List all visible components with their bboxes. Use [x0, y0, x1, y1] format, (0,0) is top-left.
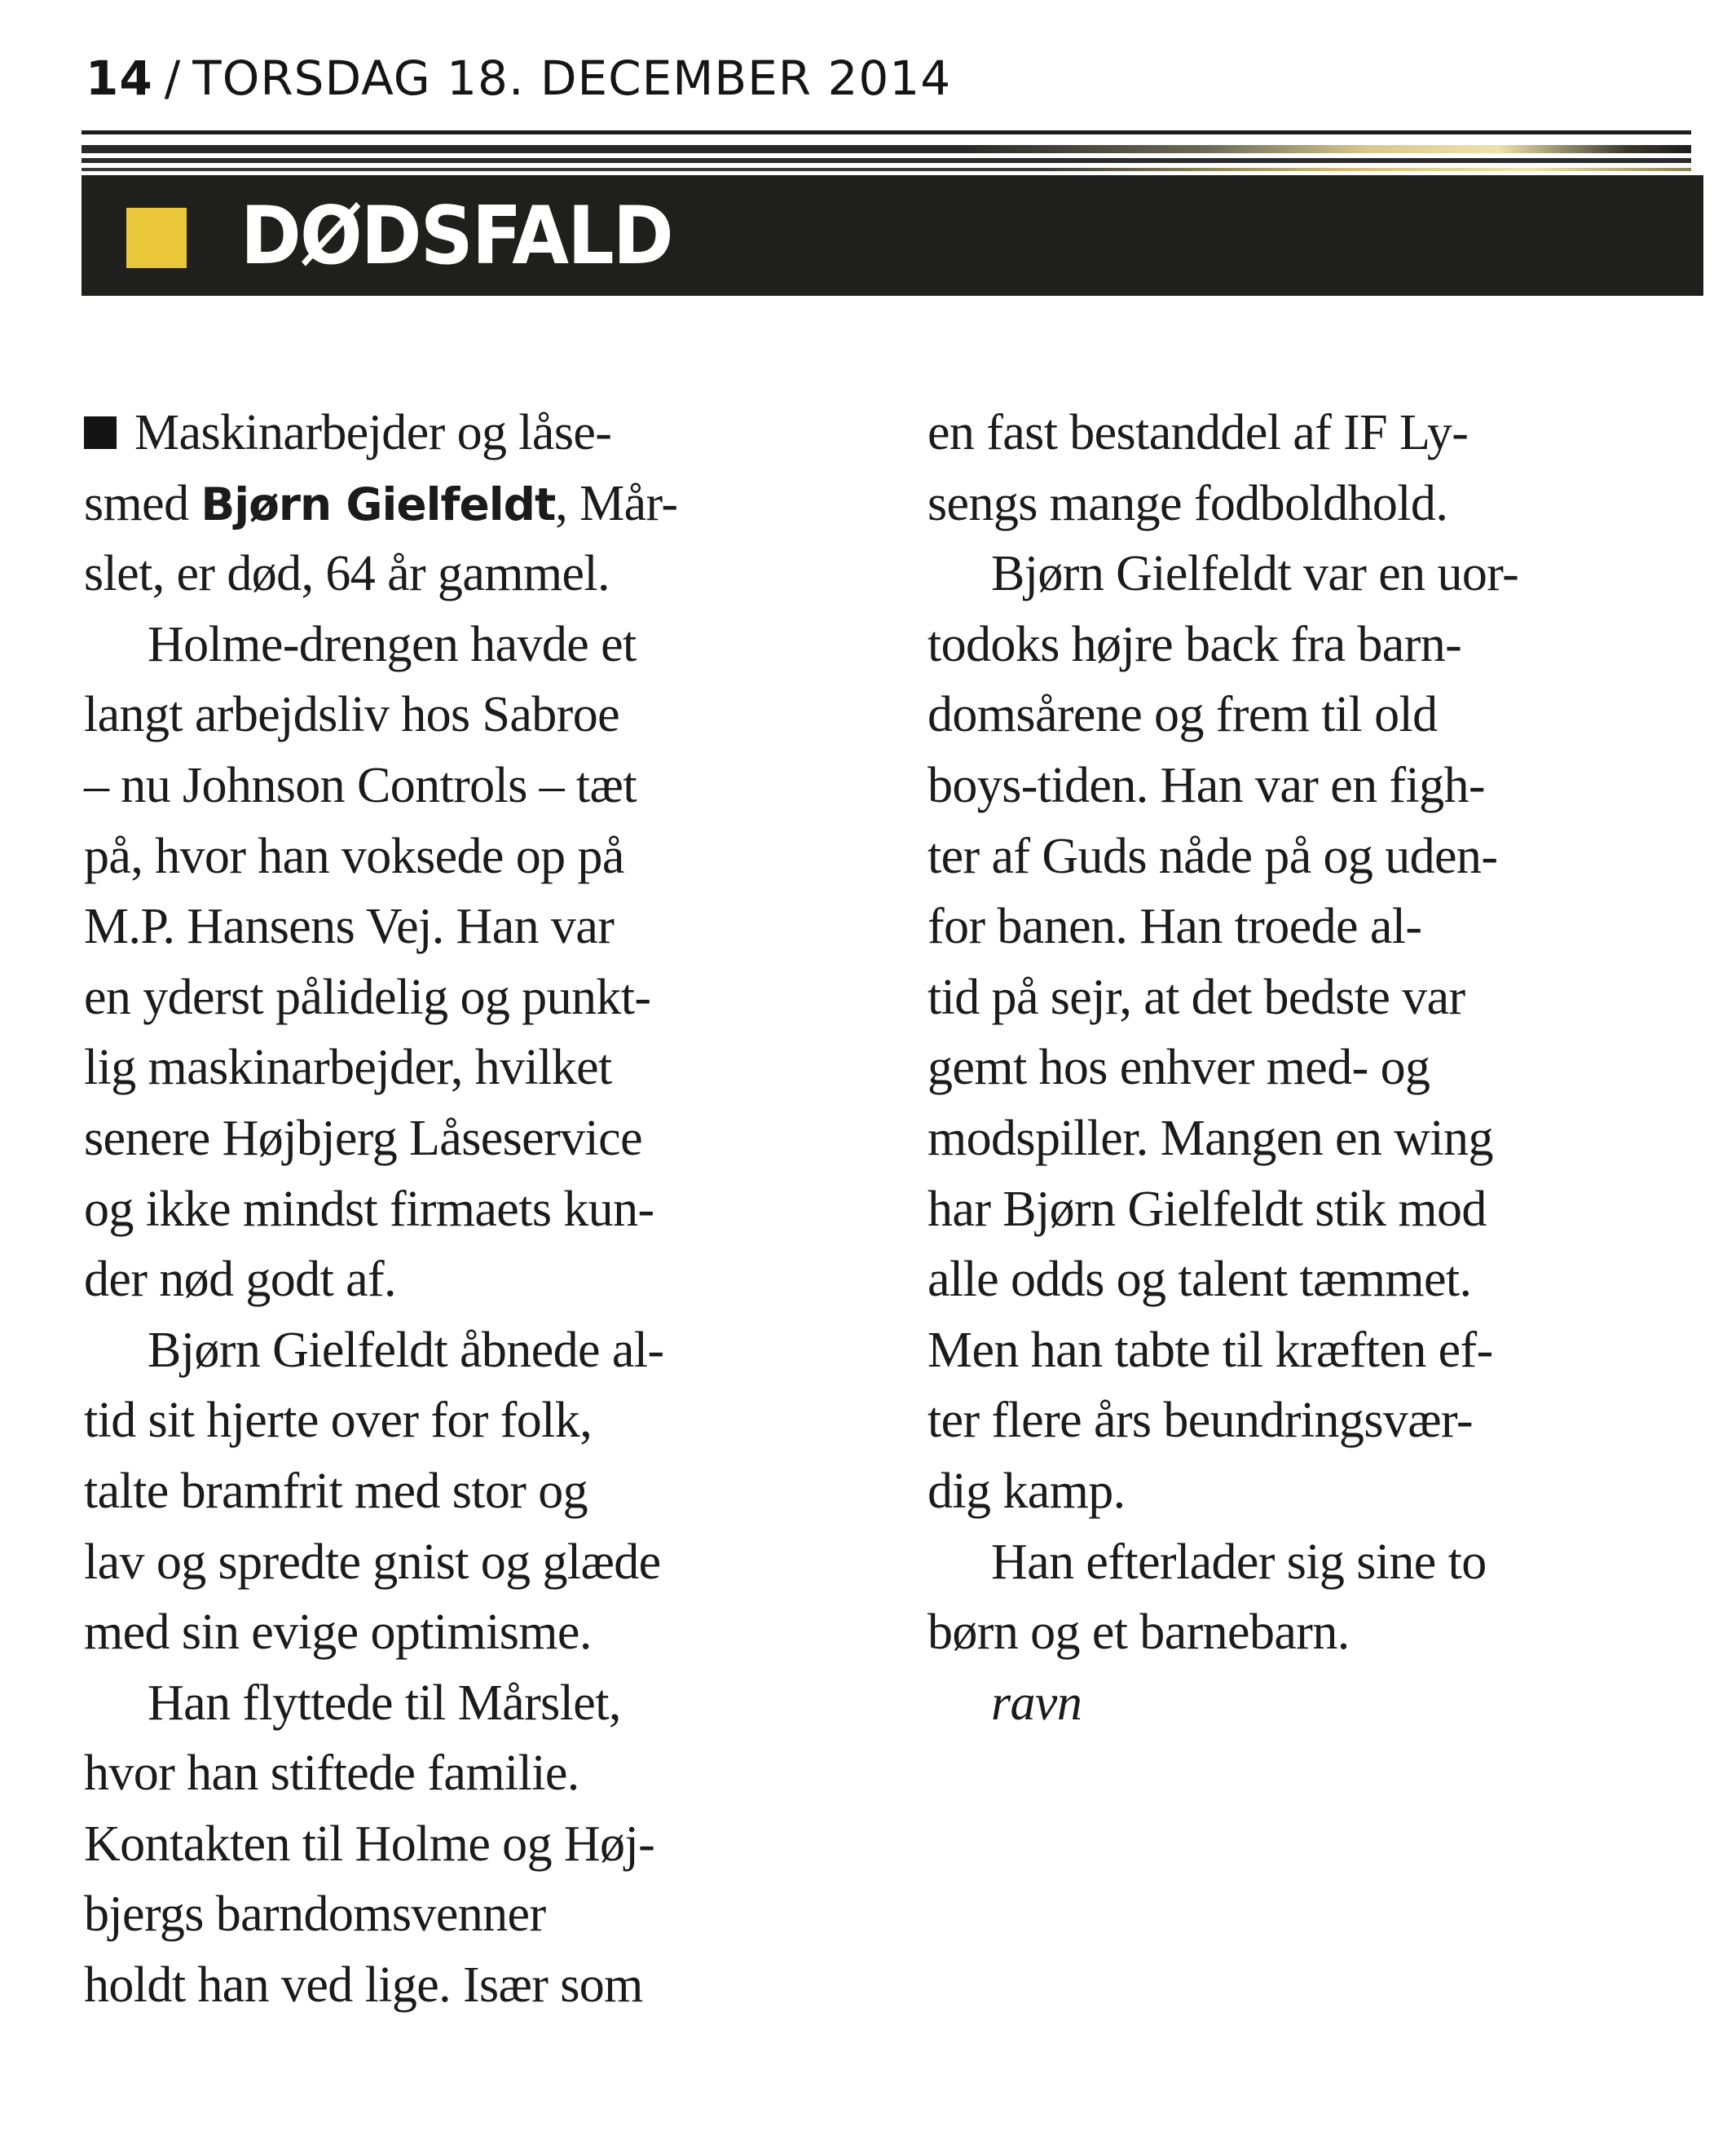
article-line: ter af Guds nåde på og uden- — [927, 828, 1498, 884]
article-line: Han efterlader sig sine to — [991, 1534, 1487, 1590]
bullet-square-icon — [84, 416, 117, 449]
article-line: Han flyttede til Mårslet, — [148, 1675, 621, 1731]
article-line: en fast bestanddel af IF Ly- — [927, 405, 1469, 460]
article-line: alle odds og talent tæmmet. — [927, 1252, 1472, 1308]
section-header-bar — [82, 175, 1703, 296]
article-line: modspiller. Mangen en wing — [927, 1110, 1493, 1166]
page-number: 14 — [86, 51, 153, 106]
article-line: sengs mange fodboldhold. — [927, 475, 1448, 531]
article-line: og ikke mindst firmaets kun- — [84, 1181, 654, 1237]
article-line: på, hvor han voksede op på — [84, 828, 624, 884]
article-line: en yderst pålidelig og punkt- — [84, 969, 651, 1025]
article-line: boys-tiden. Han var en figh- — [927, 757, 1485, 813]
article-line: gemt hos enhver med- og — [927, 1040, 1430, 1096]
article-line: Men han tabte til kræften ef- — [927, 1322, 1493, 1378]
article-line: Bjørn Gielfeldt åbnede al- — [148, 1322, 664, 1378]
article-text: , Mår- — [555, 475, 678, 531]
section-title: DØDSFALD — [240, 190, 672, 283]
article-line: lig maskinarbejder, hvilket — [84, 1040, 612, 1096]
article-line: der nød godt af. — [84, 1252, 396, 1308]
article-line: dig kamp. — [927, 1463, 1126, 1519]
header-rule-gold — [82, 145, 1691, 153]
header-rule-thin — [82, 130, 1691, 134]
article-line: todoks højre back fra barn- — [927, 616, 1462, 672]
article-line: Kontakten til Holme og Høj- — [84, 1816, 655, 1872]
article-line: Bjørn Gielfeldt var en uor- — [991, 546, 1519, 602]
section-square-icon — [126, 208, 187, 268]
article-line: lav og spredte gnist og glæde — [84, 1534, 661, 1590]
article-line: ter flere års beundringsvær- — [927, 1393, 1473, 1449]
article-line: slet, er død, 64 år gammel. — [84, 546, 610, 602]
article-column-right — [927, 398, 1694, 1738]
deceased-name: Bjørn Gielfeldt — [200, 478, 556, 530]
article-line: domsårene og frem til old — [927, 687, 1438, 743]
dateline-separator: / — [164, 51, 182, 106]
article-line: M.P. Hansens Vej. Han var — [84, 899, 615, 955]
article-line: bjergs barndomsvenner — [84, 1886, 546, 1943]
dateline — [86, 51, 951, 106]
header-rule-dark — [82, 158, 1691, 163]
article-line — [84, 469, 850, 539]
article-line: for banen. Han troede al- — [927, 899, 1422, 955]
article-line: senere Højbjerg Låseservice — [84, 1110, 642, 1166]
article-line: holdt han ved lige. Især som — [84, 1957, 643, 2014]
article-line: med sin evige optimisme. — [84, 1605, 592, 1661]
publication-date: TORSDAG 18. DECEMBER 2014 — [192, 51, 952, 106]
author-byline: ravn — [991, 1675, 1082, 1731]
article-column-left — [84, 398, 850, 2021]
article-line — [84, 398, 850, 469]
article-line: – nu Johnson Controls – tæt — [84, 757, 637, 813]
article-line: tid sit hjerte over for folk, — [84, 1393, 593, 1449]
article-line: langt arbejdsliv hos Sabroe — [84, 687, 620, 743]
article-text: Maskinarbejder og låse- — [134, 405, 612, 460]
article-text: smed — [84, 475, 201, 531]
article-line: børn og et barnebarn. — [927, 1605, 1350, 1661]
article-line: hvor han stiftede familie. — [84, 1745, 579, 1802]
article-line: har Bjørn Gielfeldt stik mod — [927, 1181, 1487, 1237]
article-line: tid på sejr, at det bedste var — [927, 969, 1465, 1025]
header-rule-bottom — [82, 168, 1691, 171]
article-line: talte bramfrit med stor og — [84, 1463, 588, 1519]
article-line: Holme-drengen havde et — [148, 616, 637, 672]
